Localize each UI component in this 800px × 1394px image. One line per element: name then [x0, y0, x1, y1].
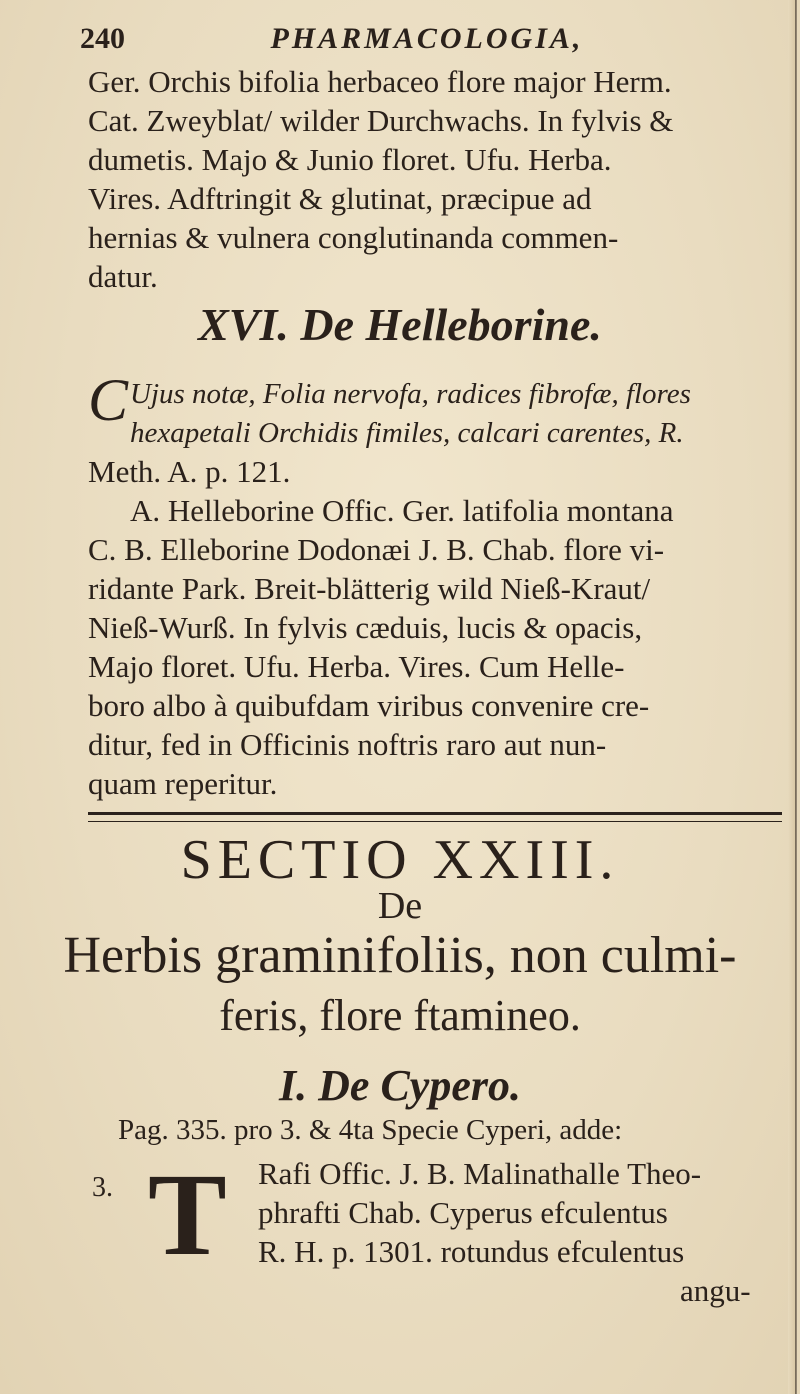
item-number: 3. [92, 1172, 113, 1203]
text-line: quam reperitur. [88, 766, 278, 801]
text-line: angu- [680, 1273, 751, 1308]
sectio-de: De [377, 885, 423, 927]
text-line: dumetis. Majo & Junio floret. Ufu. Herba. [88, 142, 612, 177]
chapter-title-cypero: I. De Cypero. [279, 1061, 521, 1110]
text-line: ditur, fed in Officinis noftris raro aut nun- [88, 727, 607, 762]
text-line: boro albo à quibufdam viribus convenire cre- [88, 688, 650, 723]
text-line: hernias & vulnera conglutinanda commen- [88, 220, 619, 255]
sectio-subtitle-1: Herbis graminifoliis, non culmi- [63, 927, 737, 984]
text-line: phrafti Chab. Cyperus efculentus [258, 1195, 668, 1230]
text-line: A. Helleborine Offic. Ger. latifolia montana [130, 493, 674, 528]
page-number: 240 [80, 22, 125, 55]
page-edge [788, 0, 800, 1394]
text-line: Meth. A. p. 121. [88, 454, 291, 489]
text-line: ridante Park. Breit-blätterig wild Nieß-Kraut/ [88, 571, 651, 606]
pag-line: Pag. 335. pro 3. & 4ta Specie Cyperi, adde: [118, 1114, 623, 1146]
sectio-subtitle-2: feris, flore ftamineo. [219, 991, 581, 1040]
text-line: hexapetali Orchidis fimiles, calcari carentes, R. [130, 417, 684, 449]
section-rule [88, 812, 782, 822]
drop-cap-t: T [148, 1149, 227, 1280]
drop-cap-c: C [88, 367, 129, 433]
sectio-heading: SECTIO XXIII. [180, 829, 620, 891]
running-header [80, 22, 583, 56]
text-line: Rafi Offic. J. B. Malinathalle Theo- [258, 1156, 702, 1191]
text-line: C. B. Elleborine Dodonæi J. B. Chab. flore vi- [88, 532, 665, 567]
text-line: Majo floret. Ufu. Herba. Vires. Cum Helle- [88, 649, 625, 684]
text-line: datur. [88, 259, 158, 294]
text-line: Ger. Orchis bifolia herbaceo flore major Herm. [88, 64, 672, 99]
text-line: Nieß-Wurß. In fylvis cæduis, lucis & opacis, [88, 610, 643, 645]
text-line: R. H. p. 1301. rotundus efculentus [258, 1234, 685, 1269]
running-title: PHARMACOLOGIA, [270, 22, 584, 55]
text-line: Vires. Adftringit & glutinat, præcipue ad [88, 181, 592, 216]
text-line: Cat. Zweyblat/ wilder Durchwachs. In fylvis & [88, 103, 674, 138]
chapter-title-helleborine: XVI. De Helleborine. [198, 299, 602, 350]
text-line: Ujus notæ, Folia nervofa, radices fibrofæ, flores [130, 378, 691, 410]
